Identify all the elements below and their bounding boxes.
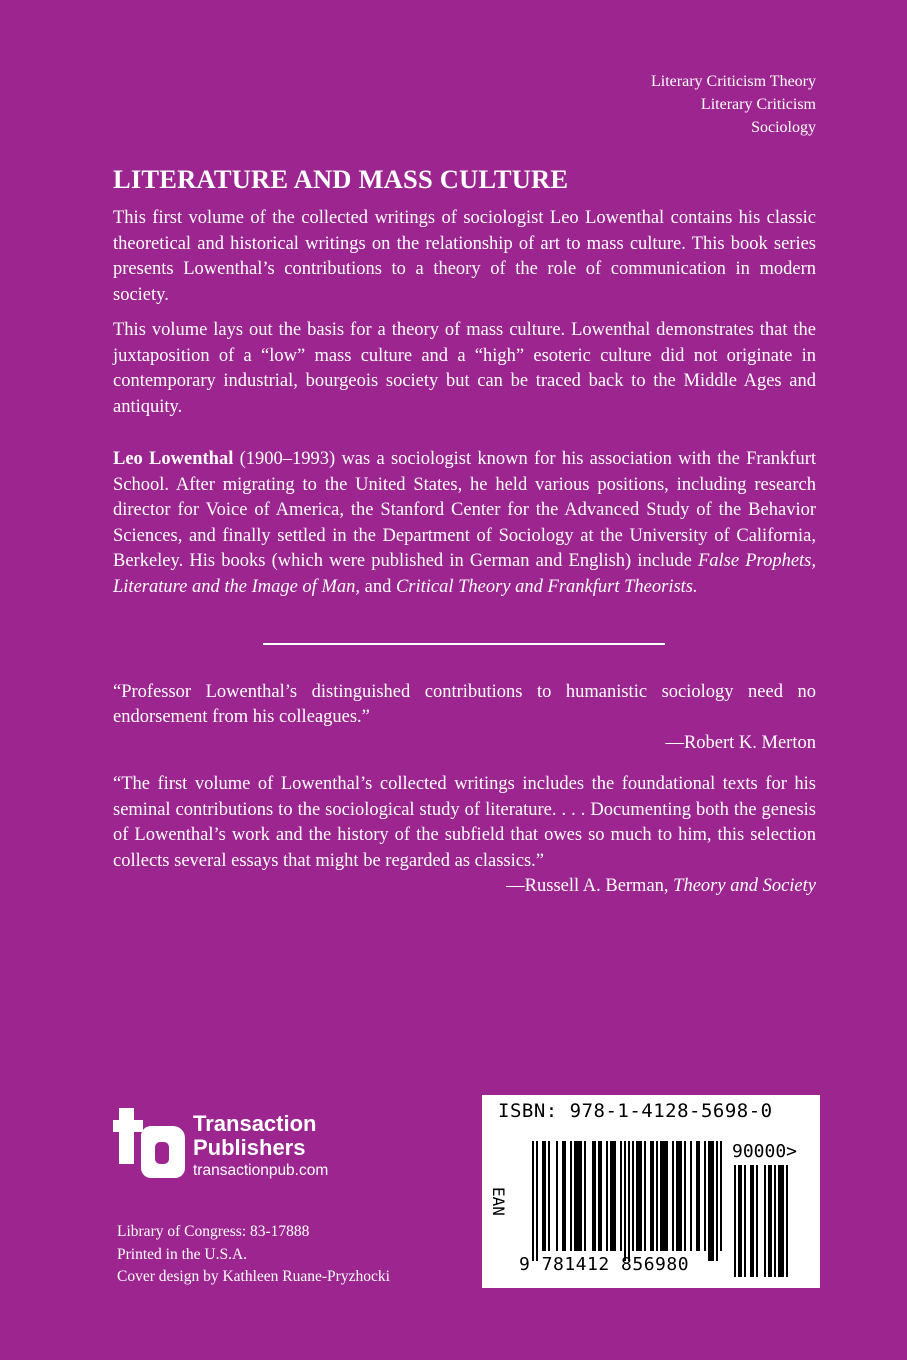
publisher-url: transactionpub.com — [193, 1162, 329, 1179]
author-book-titles: False Prophets, Literature and the Image of Man, — [113, 551, 816, 597]
author-bio — [113, 447, 816, 600]
quote-text: “Professor Lowenthal’s distinguished contributions to humanistic sociology need no endorsement from his colleagues.” — [113, 681, 816, 727]
endorsement-quote — [113, 772, 816, 900]
barcode-addon-code: 90000> — [732, 1141, 798, 1162]
isbn-barcode-box — [482, 1095, 820, 1288]
author-bio-text: (1900–1993) was a sociologist known for his association with the Frankfurt School. After migrating to the United States, he held various positions, including research director for Voice of America, the Stanford Center for the Advanced Study of the Behavior Sciences, and finally settled in the Department of Sociology at the University of California, Berkeley. His books (which were published in German and English) include — [113, 449, 817, 571]
publisher-name: Transaction Publishers — [193, 1111, 317, 1160]
isbn-number: ISBN: 978-1-4128-5698-0 — [498, 1100, 773, 1122]
category-item: Sociology — [751, 119, 816, 136]
credit-line: Library of Congress: 83-17888 — [117, 1223, 310, 1240]
credits-block — [117, 1221, 390, 1289]
category-list — [651, 70, 816, 139]
quote-source: Theory and Society — [673, 876, 816, 896]
quote-attribution — [113, 874, 816, 900]
author-name: Leo Lowenthal — [113, 449, 234, 469]
quote-author: —Russell A. Berman, — [506, 876, 674, 896]
publisher-logo — [113, 1108, 353, 1180]
back-cover-content — [113, 160, 816, 900]
ean-barcode-icon — [532, 1141, 724, 1263]
quote-author: —Robert K. Merton — [665, 732, 816, 753]
quote-text: “The first volume of Lowenthal’s collected writings includes the foundational texts for his seminal contributions to the sociological study of literature. . . . Documenting both the genesis of Lowenthal’s work and the history of the subfield that owes so much to him, this selection collects several essays that might be regarded as classics.” — [113, 774, 816, 871]
quote-attribution — [113, 731, 816, 757]
description-paragraph: This volume lays out the basis for a theory of mass culture. Lowenthal demonstrates that the juxtaposition of a “low” mass culture and a “high” esoteric culture did not originate in contemporary industrial, bourgeois society but can be traced back to the Middle Ages and antiquity. — [113, 320, 816, 417]
author-bio-and: and — [359, 576, 396, 597]
ean-label: EAN — [489, 1187, 508, 1216]
description-paragraph: This first volume of the collected writings of sociologist Leo Lowenthal contains his classic theoretical and historical writings on the relationship of art to mass culture. This book series presents Lowenthal’s contributions to a theory of the role of communication in modern society. — [113, 208, 816, 305]
category-item: Literary Criticism — [700, 96, 816, 113]
book-title: LITERATURE AND MASS CULTURE — [113, 164, 569, 194]
author-book-title: Critical Theory and Frankfurt Theorists. — [395, 576, 698, 597]
transaction-ta-logo-icon — [113, 1108, 185, 1180]
credit-line: Printed in the U.S.A. — [117, 1245, 248, 1263]
addon-barcode-icon — [734, 1165, 800, 1277]
credit-line: Cover design by Kathleen Ruane-Pryzhocki — [117, 1268, 390, 1285]
endorsement-quote — [113, 680, 816, 757]
barcode-digits: 9 781412 856980 — [519, 1254, 690, 1275]
category-item: Literary Criticism Theory — [651, 73, 816, 90]
section-divider — [263, 643, 665, 645]
